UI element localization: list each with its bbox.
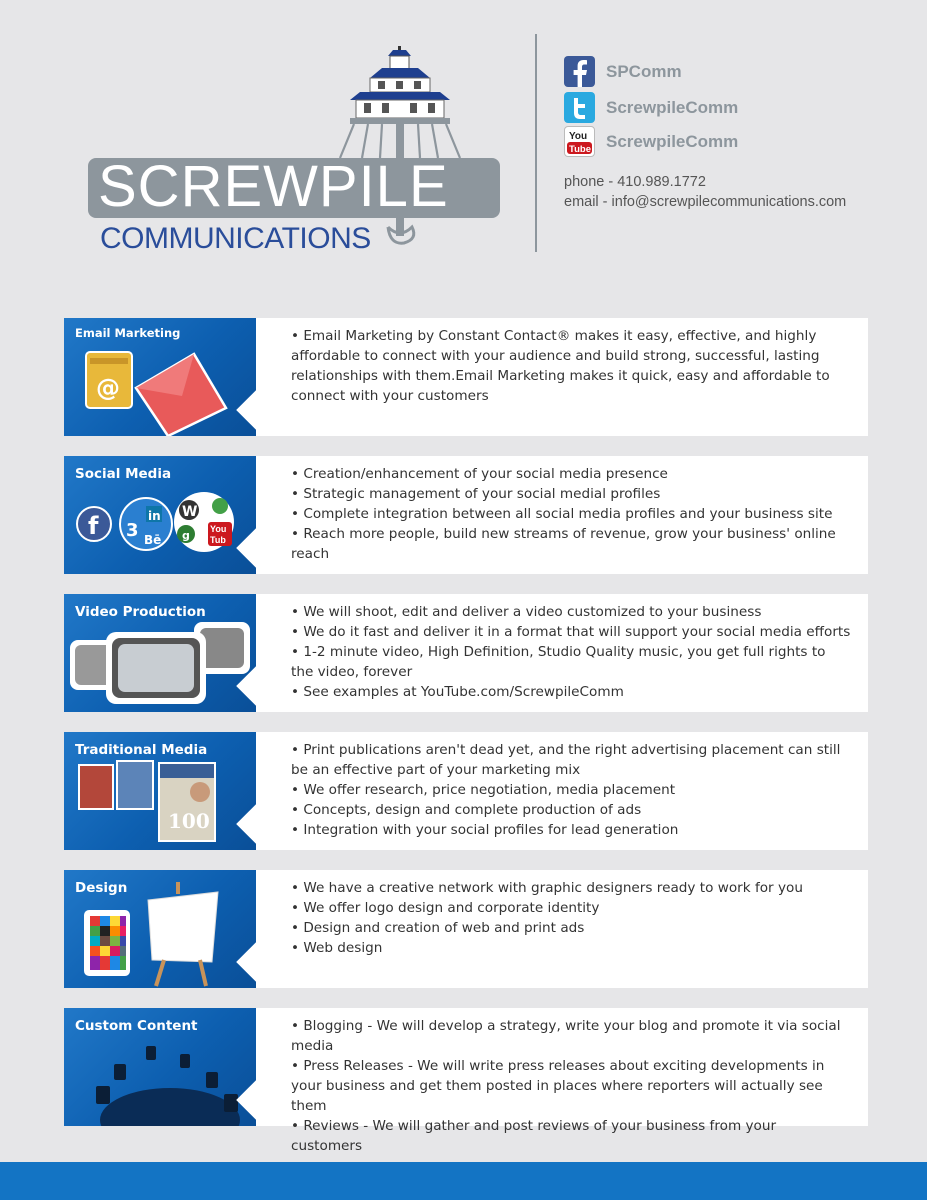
svg-text:in: in: [148, 509, 161, 523]
television-icon: [68, 618, 254, 712]
magazine-icon: [76, 758, 236, 850]
svg-text:Tub: Tub: [210, 535, 226, 545]
service-bullet: • Integration with your social profiles for lead generation: [291, 822, 679, 838]
svg-text:@: @: [96, 374, 120, 402]
twitter-icon: [564, 92, 595, 123]
service-bullet: • We will shoot, edit and deliver a video customized to your business: [291, 604, 762, 620]
svg-text:Bē: Bē: [144, 533, 162, 547]
svg-text:100: 100: [168, 809, 210, 833]
svg-text:You: You: [569, 131, 588, 142]
service-panel: [64, 870, 256, 988]
service-panel: [64, 594, 256, 712]
service-bullet: • Web design: [291, 940, 383, 956]
service-bullet: • We offer logo design and corporate identity: [291, 900, 600, 916]
youtube-icon: [564, 126, 595, 157]
logo-subtitle: COMMUNICATIONS: [100, 222, 371, 255]
service-title: Custom Content: [75, 1018, 198, 1034]
service-description: [256, 870, 868, 988]
meeting-table-icon: [84, 1042, 254, 1126]
service-row-custom-content: [64, 1008, 868, 1154]
service-bullet: • Blogging - We will develop a strategy, write your blog and promote it via social media: [291, 1018, 841, 1054]
service-panel: [64, 456, 256, 574]
service-bullet: • Press Releases - We will write press releases about exciting developments in your business and get them posted in places where reporters will actually see them: [291, 1058, 825, 1114]
facebook-icon: [564, 56, 595, 87]
service-bullet: • Design and creation of web and print ads: [291, 920, 585, 936]
service-bullet: • 1-2 minute video, High Definition, Studio Quality music, you get full rights to the video, forever: [291, 644, 826, 680]
svg-text:Tube: Tube: [569, 144, 591, 155]
facebook-label: SPComm: [606, 62, 682, 81]
email-envelope-icon: [84, 344, 244, 436]
service-bullet: • Strategic management of your social medial profiles: [291, 486, 661, 502]
service-bullet: • Reviews - We will gather and post reviews of your business from your customers: [291, 1118, 777, 1154]
svg-text:f: f: [88, 512, 99, 540]
service-description: [256, 456, 868, 574]
service-bullet: • Creation/enhancement of your social media presence: [291, 466, 668, 482]
footer-bar: [0, 1162, 927, 1200]
service-bullet: • We do it fast and deliver it in a format that will support your social media efforts: [291, 624, 851, 640]
svg-text:g: g: [182, 529, 190, 542]
service-row-traditional-media: [64, 732, 868, 850]
service-bullet: • We offer research, price negotiation, media placement: [291, 782, 676, 798]
logo-wordmark-box: [88, 154, 500, 219]
service-title: Design: [75, 880, 128, 896]
service-title: Email Marketing: [75, 326, 181, 340]
service-panel: [64, 318, 256, 436]
social-network-icons: [74, 492, 244, 558]
twitter-label: ScrewpileComm: [606, 98, 739, 117]
service-row-video-production: [64, 594, 868, 712]
service-row-social-media: [64, 456, 868, 574]
service-description: [256, 1008, 868, 1154]
service-panel: [64, 1008, 256, 1126]
service-bullet: • Email Marketing by Constant Contact® makes it easy, effective, and highly affordable to connect with your audience and build strong, successful, lasting relationships with them.Email Marketing makes it quick, easy and affordable to connect with your customers: [291, 328, 830, 404]
logo-wordmark: SCREWPILE: [98, 154, 449, 219]
service-title: Social Media: [75, 466, 172, 482]
service-row-email-marketing: [64, 318, 868, 436]
service-title: Traditional Media: [75, 742, 208, 758]
service-bullet: • We have a creative network with graphic designers ready to work for you: [291, 880, 803, 896]
service-bullet: • Print publications aren't dead yet, and the right advertising placement can still be an effective part of your marketing mix: [291, 742, 841, 778]
contact-phone: phone - 410.989.1772: [564, 174, 706, 190]
service-title: Video Production: [75, 604, 206, 620]
contact-email[interactable]: email - info@screwpilecommunications.com: [564, 194, 847, 210]
service-row-design: [64, 870, 868, 988]
svg-text:3: 3: [126, 520, 139, 541]
easel-palette-icon: [82, 882, 252, 988]
service-bullet: • Concepts, design and complete production of ads: [291, 802, 642, 818]
service-bullet: • Complete integration between all social media profiles and your business site: [291, 506, 833, 522]
service-bullet: • See examples at YouTube.com/ScrewpileComm: [291, 684, 624, 700]
service-description: [256, 732, 868, 850]
service-description: [256, 594, 868, 712]
svg-text:You: You: [210, 524, 227, 534]
header: [0, 0, 927, 290]
youtube-label: ScrewpileComm: [606, 132, 739, 151]
service-description: [256, 318, 868, 436]
service-panel: [64, 732, 256, 850]
header-divider: [535, 34, 537, 252]
svg-text:W: W: [182, 504, 198, 520]
service-bullet: • Reach more people, build new streams of revenue, grow your business' online reach: [291, 526, 836, 562]
